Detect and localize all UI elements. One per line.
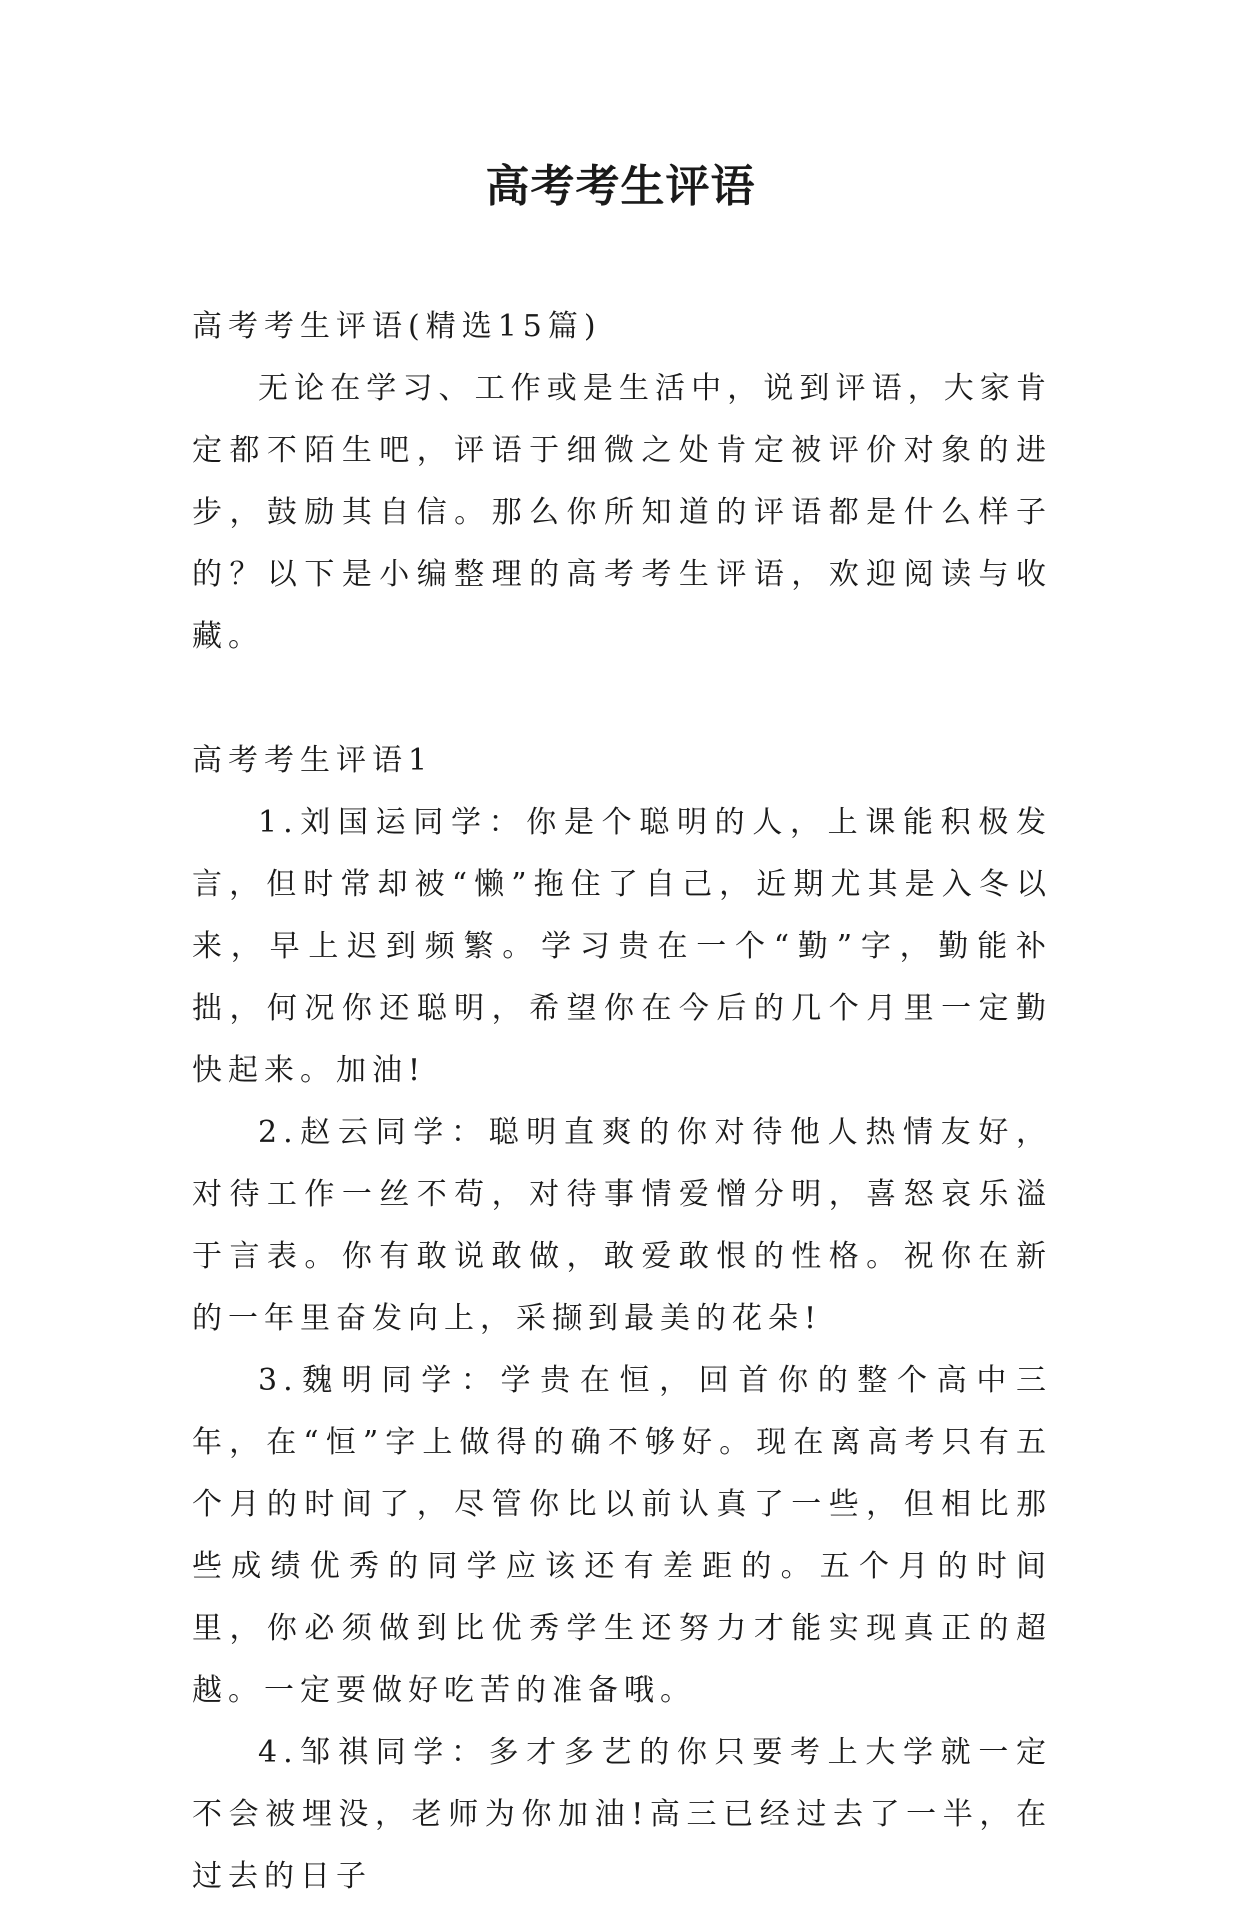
intro-paragraph: 无论在学习、工作或是生活中，说到评语，大家肯定都不陌生吧，评语于细微之处肯定被评价对象的进步，鼓励其自信。那么你所知道的评语都是什么样子的？以下是小编整理的高考考生评语，欢迎阅读与收藏。: [192, 371, 1052, 654]
comment-item-2: 2.赵云同学：聪明直爽的你对待他人热情友好，对待工作一丝不苟，对待事情爱憎分明，喜怒哀乐溢于言表。你有敢说敢做，敢爱敢恨的性格。祝你在新的一年里奋发向上，采撷到最美的花朵!: [192, 1115, 1052, 1336]
paragraph-spacer: [192, 668, 1052, 730]
document-title: 高考考生评语: [485, 161, 756, 212]
document-subtitle: 高考考生评语(精选15篇): [192, 309, 602, 344]
section-heading: 高考考生评语1: [192, 743, 434, 778]
comment-item-3: 3.魏明同学：学贵在恒，回首你的整个高中三年，在“恒”字上做得的确不够好。现在离高考只有五个月的时间了，尽管你比以前认真了一些，但相比那些成绩优秀的同学应该还有差距的。五个月的时间里，你必须做到比优秀学生还努力才能实现真正的超越。一定要做好吃苦的准备哦。: [192, 1363, 1052, 1708]
comment-item-1: 1.刘国运同学：你是个聪明的人，上课能积极发言，但时常却被“懒”拖住了自己，近期尤其是入冬以来，早上迟到频繁。学习贵在一个“勤”字，勤能补拙，何况你还聪明，希望你在今后的几个月里一定勤快起来。加油!: [192, 805, 1052, 1088]
comment-item-4: 4.邹祺同学：多才多艺的你只要考上大学就一定不会被埋没，老师为你加油!高三已经过去了一半，在过去的日子: [192, 1735, 1052, 1894]
document-body: [192, 296, 1052, 1908]
